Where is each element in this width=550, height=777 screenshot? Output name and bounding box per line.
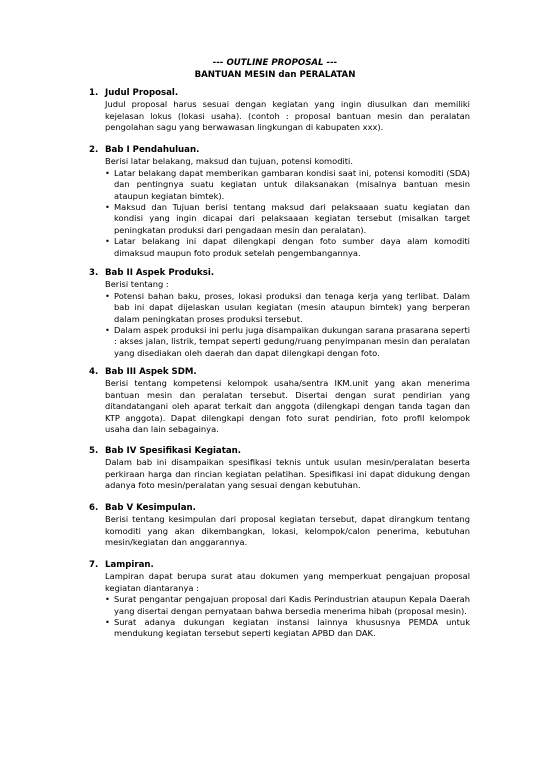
- list-item: [105, 167, 470, 202]
- list-item-text: Maksud dan Tujuan berisi tentang maksud dari pelaksaaan suatu kegiatan dan kondisi yang ingin dicapai dari pelaksaaan kegiatan tersebut (misalkan target peningkatan produksi dari pengadaan mesin dan peralatan).: [114, 202, 470, 235]
- section-paragraph: Judul proposal harus sesuai dengan kegiatan yang ingin diusulkan dan memiliki kejelasan lokus (lokasi usaha). (contoh : proposal bantuan mesin dan peralatan pengolahan sagu yang berwawasan lingkungan di kabupaten xxx).: [105, 99, 470, 133]
- section-aspek-sdm: [90, 367, 470, 435]
- list-item-text: Surat adanya dukungan kegiatan instansi lainnya khususnya PEMDA untuk mendukung kegiatan tersebut seperti kegiatan APBD dan DAK.: [114, 617, 470, 639]
- section-number: 6.: [89, 503, 99, 513]
- bullet-list: [90, 594, 470, 640]
- bullet-list: [90, 291, 470, 359]
- section-number: 7.: [89, 560, 99, 570]
- bullet-icon: •: [105, 617, 110, 628]
- bullet-icon: •: [105, 236, 110, 247]
- bullet-icon: •: [105, 594, 110, 605]
- section-judul-proposal: [90, 88, 470, 134]
- section-number: 3.: [89, 268, 99, 278]
- section-heading: [90, 503, 470, 514]
- section-paragraph: Dalam bab ini disampaikan spesifikasi teknis untuk usulan mesin/peralatan beserta perkiraan harga dan rincian kegiatan pelatihan. Spesifikasi ini dapat didukung dengan adanya foto mesin/peralatan yang sesuai dengan kebutuhan.: [105, 457, 470, 491]
- document-subtitle: BANTUAN MESIN dan PERALATAN: [194, 70, 356, 80]
- section-number: 1.: [89, 88, 99, 98]
- section-heading: [90, 145, 470, 156]
- section-paragraph: Berisi tentang :: [105, 279, 169, 290]
- section-heading: [90, 560, 470, 571]
- bullet-icon: •: [105, 325, 110, 336]
- section-heading: [90, 367, 470, 378]
- bullet-icon: •: [105, 202, 110, 213]
- section-kesimpulan: [90, 503, 470, 549]
- bullet-icon: •: [105, 167, 110, 178]
- list-item-text: Surat pengantar pengajuan proposal dari Kadis Perindustrian ataupun Kepala Daerah yang disertai dengan pernyataan bahwa bersedia menerima hibah (proposal mesin).: [114, 594, 470, 616]
- section-number: 2.: [89, 145, 99, 155]
- section-heading: [90, 446, 470, 457]
- list-item-text: Potensi bahan baku, proses, lokasi produksi dan tenaga kerja yang terlibat. Dalam bab ini dapat dijelaskan usulan kegiatan (mesin ataupun bimtek) yang berperan dalam peningkatan proses produksi tersebut.: [114, 290, 470, 324]
- list-item: [105, 202, 470, 236]
- section-paragraph: Berisi latar belakang, maksud dan tujuan, potensi komoditi.: [105, 156, 353, 167]
- section-aspek-produksi: [90, 268, 470, 359]
- section-title: Bab III Aspek SDM.: [105, 367, 197, 377]
- list-item-text: Dalam aspek produksi ini perlu juga disampaikan dukungan sarana prasarana seperti : akses jalan, listrik, tempat seperti gedung/ruang penyimpanan mesin dan peralatan yang disediakan oleh daerah dan dapat dilengkapi dengan foto.: [114, 325, 470, 358]
- section-paragraph: Lampiran dapat berupa surat atau dokumen yang memperkuat pengajuan proposal kegiatan diantaranya :: [105, 571, 470, 593]
- section-title: Judul Proposal.: [105, 88, 179, 98]
- section-number: 5.: [89, 446, 99, 456]
- section-title: Bab II Aspek Produksi.: [105, 268, 215, 278]
- list-item: [105, 594, 470, 617]
- bullet-icon: •: [105, 290, 110, 301]
- section-paragraph: Berisi tentang kompetensi kelompok usaha/sentra IKM.unit yang akan menerima bantuan mesin dan peralatan tersebut. Disertai dengan surat pendirian yang ditandatangani oleh aparat terkait dan anggota (dilengkapi dengan tanda tagan dan KTP anggota). Dapat dilengkapi dengan foto surat pendirian, foto profil kelompok usaha dan lain sebagainya.: [105, 378, 470, 435]
- list-item: [105, 325, 470, 359]
- section-title: Bab I Pendahuluan.: [105, 145, 200, 155]
- bullet-list: [90, 168, 470, 259]
- section-heading: [90, 268, 470, 279]
- list-item: [105, 290, 470, 325]
- section-title: Lampiran.: [105, 560, 154, 570]
- section-number: 4.: [89, 367, 99, 377]
- list-item-text: Latar belakang ini dapat dilengkapi dengan foto sumber daya alam komoditi dimaksud maupun foto produk setelah pengembangannya.: [114, 236, 470, 258]
- list-item: [105, 617, 470, 640]
- list-item: [105, 236, 470, 259]
- section-pendahuluan: [90, 145, 470, 259]
- section-spesifikasi-kegiatan: [90, 446, 470, 492]
- section-paragraph: Berisi tentang kesimpulan dari proposal kegiatan tersebut, dapat dirangkum tentang komoditi yang akan dikembangkan, lokasi, kelompok/calon penerima, kebutuhan mesin/kegiatan dan anggarannya.: [105, 514, 470, 548]
- outline-title: --- OUTLINE PROPOSAL ---: [212, 58, 338, 68]
- section-title: Bab V Kesimpulan.: [105, 503, 196, 513]
- section-heading: [90, 88, 470, 99]
- list-item-text: Latar belakang dapat memberikan gambaran kondisi saat ini, potensi komoditi (SDA) dan pentingnya suatu kegiatan untuk dilaksanakan (misalnya bantuan mesin ataupun kegiatan bimtek).: [114, 167, 470, 201]
- section-lampiran: [90, 560, 470, 640]
- section-title: Bab IV Spesifikasi Kegiatan.: [105, 446, 242, 456]
